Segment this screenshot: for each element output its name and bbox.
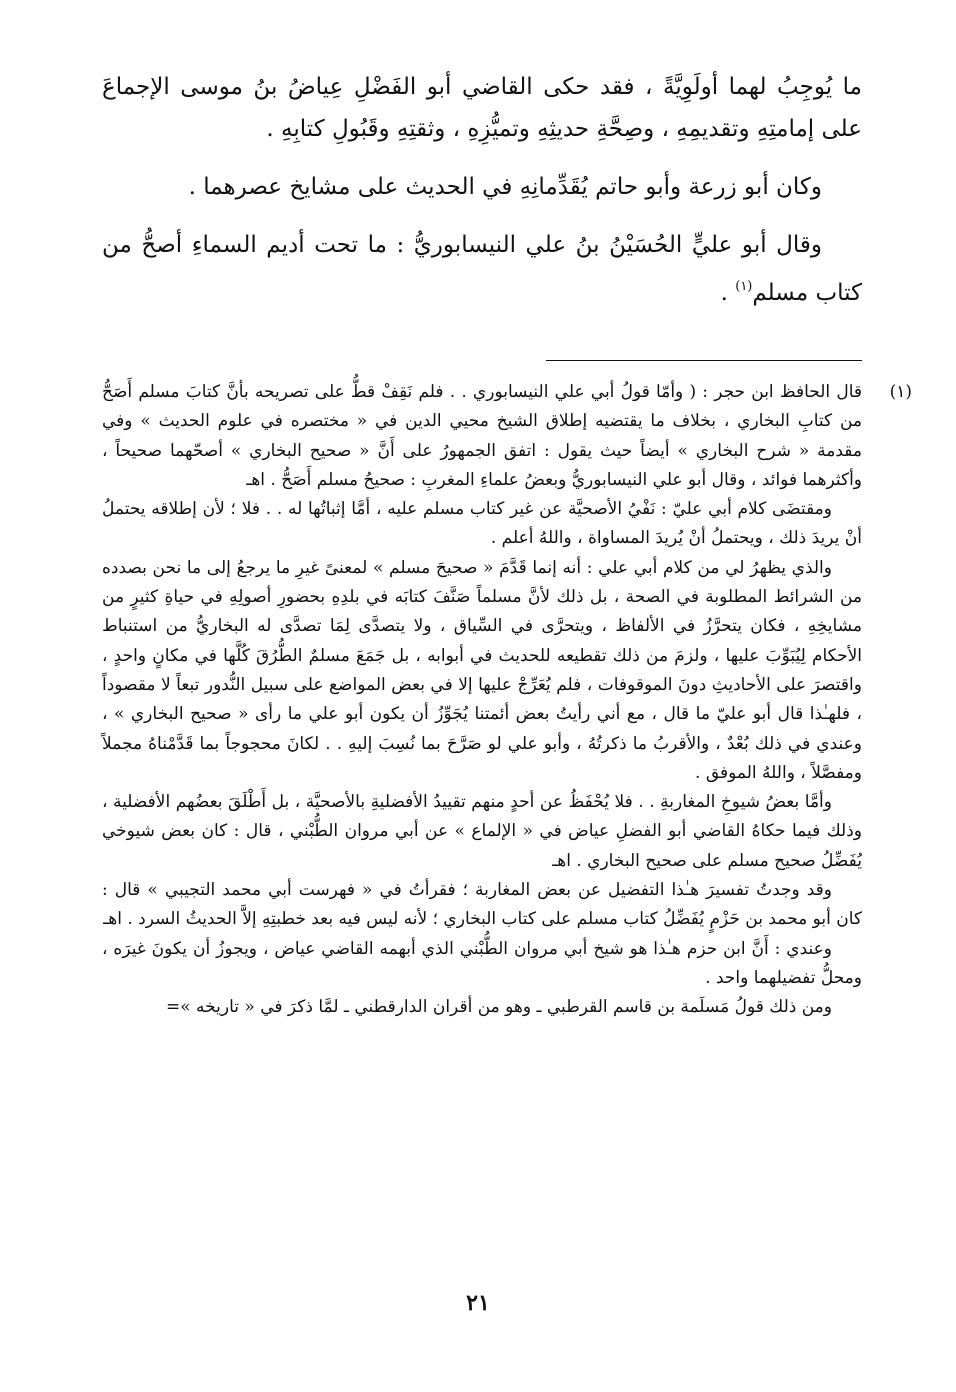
footnote-number: (١)	[889, 382, 912, 402]
footnote-paragraph-1: قال الحافظ ابن حجر : ( وأمّا قولُ أبي علي النيسابوري . . فلم نَقِفْ قطُّ على تصريحه بأنَّ كتابَ مسلم أَصَحُّ من كتابِ البخاري ، بخلاف ما يقتضيه إطلاق الشيخ محيي الدين في « مختصره في علوم الحديث » وفي مقدمة « شرح البخاري » أيضاً حيث يقول : اتفق الجمهورُ على أَنَّ « صحيح البخاري » أصحّهما صحيحاً ، وأكثرهما فوائد ، وقال أبو علي النيسابوريُّ وبعضُ علماءِ المغربِ : صحيحُ مسلم أَصَحُّ . اهـ	[102, 382, 862, 490]
footnote-separator	[546, 360, 862, 361]
footnote-paragraph-6: وعندي : أَنَّ ابن حزم هـٰذا هو شيخ أبي مروان الطُّبْني الذي أبهمه القاضي عياض ، ويجوزُ أن يكونَ غيرَه ، ومحلُّ تفضيلهما واحد .	[102, 938, 862, 988]
footnote-paragraph-4: وأمَّا بعضُ شيوخِ المغاربةِ . . فلا يُحْفَظُ عن أحدٍ منهم تقييدُ الأفضليةِ بالأصحيَّة ، بل أَطْلَقَ بعضُهم الأفضلية ، وذلك فيما حكاهُ القاضي أبو الفضلِ عياض في « الإلماع » عن أبي مروان الطُّبْني ، قال : كان بعض شيوخي يُفَضِّلُ صحيح مسلم على صحيح البخاري . اهـ	[102, 792, 862, 871]
page-number: ٢١	[466, 1290, 490, 1316]
main-paragraph-3-end: .	[720, 280, 728, 306]
main-paragraph-3	[102, 224, 862, 314]
main-text	[102, 66, 862, 330]
main-paragraph-3-text: وقال أبو عليٍّ الحُسَيْنُ بنُ علي النيسابوريُّ : ما تحت أديم السماءِ أصحُّ من كتاب مسلم	[102, 232, 862, 306]
footnote-paragraph-2: ومقتضَى كلام أبي عليّ : نَفْيُ الأصحيَّة عن غير كتاب مسلم عليه ، أمَّا إثباتُها له . . فلا ؛ لأن إطلاقه يحتملُ أنْ يريدَ ذلك ، ويحتملُ أنْ يُريدَ المساواة ، واللهُ أعلم .	[102, 499, 862, 549]
main-paragraph-1: ما يُوجِبُ لهما أولَوِيَّةً ، فقد حكى القاضي أبو الفَضْلِ عِياضُ بنُ موسى الإجماعَ على إمامتِهِ وتقديمِهِ ، وصِحَّةِ حديثِهِ وتميُّزِهِ ، وثقتِهِ وقَبُولِ كتابِهِ .	[102, 74, 862, 142]
footnote-reference[interactable]: (١)	[735, 279, 753, 294]
main-paragraph-2: وكان أبو زرعة وأبو حاتم يُقَدِّمانِهِ في الحديث على مشايخ عصرهما .	[188, 174, 822, 200]
footnotes	[102, 378, 912, 1023]
footnote-paragraph-7: ومن ذلك قولُ مَسلَمة بن قاسم القرطبي ـ وهو من أقران الدارقطني ـ لمَّا ذكرَ في « تاريخه »=	[166, 997, 832, 1018]
footnote-paragraph-3: والذي يظهرُ لي من كلام أبي علي : أنه إنما قَدَّمَ « صحيحَ مسلم » لمعنىً غيرِ ما يرجعُ إلى ما نحن بصدده من الشرائط المطلوبة في الصحة ، بل ذلك لأنَّ مسلماً صَنَّفَ كتابَه في بلدِهِ بحضورِ أصولِهِ في حياةِ كثيرٍ من مشايخِهِ ، فكان يتحرَّزُ في الألفاظ ، ويتحرَّى في السِّياق ، ولا يتصدَّى لِمَا تصدَّى له البخاريُّ من استنباط الأحكام لِيُبَوِّبَ عليها ، ولزمَ من ذلك تقطيعه للحديث في أبوابه ، بل جَمَعَ مسلمٌ الطُّرُقَ كُلَّها في مكانٍ واحدٍ ، واقتصرَ على الأحاديثِ دونَ الموقوفات ، فلم يُعَرِّجْ عليها إلا في بعض المواضع على سبيل النُّدور تبعاً لا مقصوداً ، فلهـٰذا قال أبو عليّ ما قال ، مع أني رأيتُ بعض أئمتنا يُجَوِّزُ أن يكون أبو علي ما رأى « صحيح البخاري » ، وعندي في ذلك بُعْدٌ ، والأقربُ ما ذكرتُهُ ، وأبو علي لو صَرَّحَ بما نُسِبَ إليهِ . . لكانَ محجوجاً بما قَدَّمْناهُ مجملاً ومفصَّلاً ، واللهُ الموفق .	[102, 557, 862, 783]
footnote-paragraph-5: وقد وجدتُ تفسيرَ هـٰذا التفضيل عن بعض المغاربة ؛ فقرأتُ في « فهرست أبي محمد التجيبي » قال : كان أبو محمد بن حَزْمٍ يُفَضِّلُ كتاب مسلم على كتاب البخاري ؛ لأنه ليس فيه بعد خطبتِهِ إلاَّ الحديثُ السرد . اهـ	[102, 880, 862, 930]
